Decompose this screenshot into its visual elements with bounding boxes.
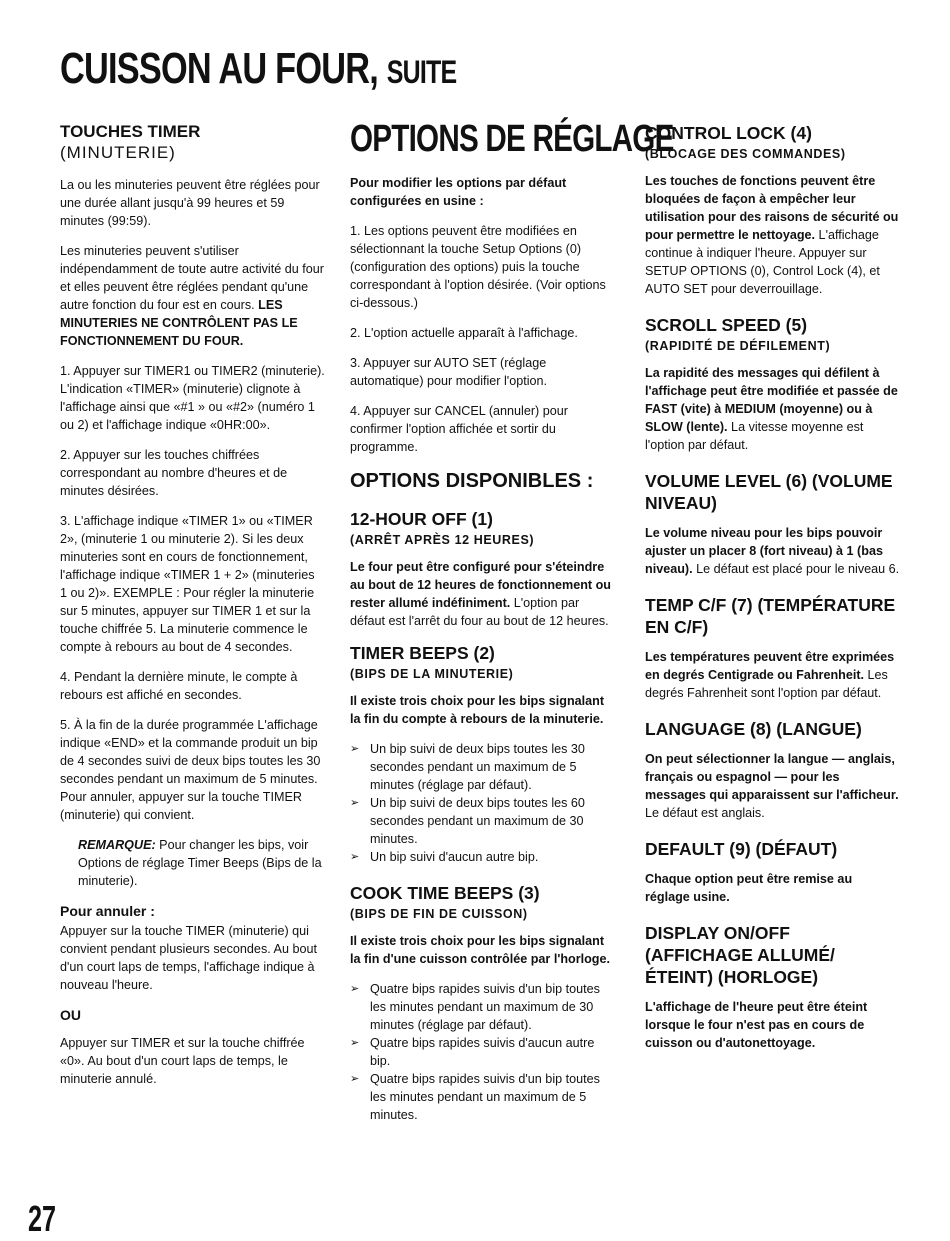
option-default-title: DEFAULT (9) (DÉFAUT) (645, 839, 838, 859)
option-timer-beeps-title: TIMER BEEPS (2) (350, 643, 495, 663)
option-display-on-off-title: DISPLAY ON/OFF (AFFICHAGE ALLUMÉ/ÉTEINT) (HORLOGE) (645, 923, 835, 987)
option-temp-cf: TEMP C/F (7) (TEMPÉRATURE EN C/F) Les températures peuvent être exprimées en degrés Centigrade ou Fahrenheit. Les degrés Fahrenheit sont l'option par défaut. (645, 594, 900, 702)
options-step: 4. Appuyer sur CANCEL (annuler) pour confirmer l'option affichée et sortir du programme. (350, 404, 568, 454)
list-item: ➢ Quatre bips rapides suivis d'un bip toutes les minutes pendant un maximum de 5 minutes. (370, 1070, 617, 1124)
page-title-suffix: SUITE (386, 54, 457, 90)
options-step: 1. Les options peuvent être modifiées en sélectionnant la touche Setup Options (0) (configuration des options) puis la touche correspondant à l'option désirée. (Voir options ci-dessous.) (350, 224, 606, 310)
option-scroll-speed-title: SCROLL SPEED (5) (645, 315, 808, 335)
column-options (350, 118, 674, 1134)
option-volume-level: VOLUME LEVEL (6) (VOLUME NIVEAU) Le volume niveau pour les bips pouvoir ajuster un placer 8 (fort niveau) à 1 (bas niveau). Le défaut est placé pour le niveau 6. (645, 471, 900, 576)
options-title: OPTIONS DE RÉGLAGE (350, 118, 674, 160)
timer-section-subtitle: (MINUTERIE) (60, 143, 176, 162)
column-options-continued (645, 122, 900, 1068)
option-control-lock-subtitle: (BLOCAGE DES COMMANDES) (645, 147, 846, 161)
option-language: LANGUAGE (8) (LANGUE) On peut sélectionner la langue — anglais, français ou espagnol — pour les messages qui apparaissent sur l'afficheur. Le défaut est anglais. (645, 719, 899, 820)
options-step: 2. L'option actuelle apparaît à l'affichage. (350, 326, 578, 340)
timer-beeps-list (350, 740, 617, 866)
timer-steps (60, 362, 325, 824)
timer-paragraph: Les minuteries peuvent s'utiliser indépendamment de toute autre activité du four et elles peuvent être réglées pendant qu'une autre fonction du four est en cours. LES MINUTERIES NE CONTRÔLENT PAS LE FONCTIONNEMENT DU FOUR. (60, 244, 324, 348)
list-item: ➢ Quatre bips rapides suivis d'un bip toutes les minutes pendant un maximum de 30 minutes (réglage par défaut). (370, 980, 617, 1034)
list-item: ➢ Un bip suivi de deux bips toutes les 30 secondes pendant un maximum de 5 minutes (réglage par défaut). (370, 740, 617, 794)
option-12-hour-off-text: Le four peut être configuré pour s'éteindre au bout de 12 heures de fonctionnement ou rester allumé indéfiniment. L'option par défaut est l'arrêt du four au bout de 12 heures. (350, 560, 611, 628)
timer-section-title: TOUCHES TIMER (60, 122, 201, 141)
timer-note: REMARQUE: Pour changer les bips, voir Options de réglage Timer Beeps (Bips de la minuterie). (78, 838, 322, 888)
option-language-title: LANGUAGE (8) (LANGUE) (645, 719, 862, 739)
option-cook-time-beeps-text: Il existe trois choix pour les bips signalant la fin d'une cuisson contrôlée par l'horloge. (350, 934, 610, 966)
option-volume-level-title: VOLUME LEVEL (6) (VOLUME NIVEAU) (645, 471, 893, 513)
list-item: ➢ Quatre bips rapides suivis d'aucun autre bip. (370, 1034, 617, 1070)
note-label: REMARQUE: (78, 838, 156, 852)
option-12-hour-off-title: 12-HOUR OFF (1) (350, 509, 493, 529)
list-item: ➢ Un bip suivi d'aucun autre bip. (370, 848, 617, 866)
timer-step: 4. Pendant la dernière minute, le compte à rebours est affiché en secondes. (60, 670, 298, 702)
available-options-heading: OPTIONS DISPONIBLES : (350, 470, 594, 492)
cancel-title: Pour annuler : (60, 903, 155, 919)
option-display-on-off: DISPLAY ON/OFF (AFFICHAGE ALLUMÉ/ÉTEINT) (HORLOGE) L'affichage de l'heure peut être éteint lorsque le four n'est pas en cours de cuisson ou d'autonettoyage. (645, 922, 900, 1052)
column-timer (60, 122, 325, 1100)
option-temp-cf-title: TEMP C/F (7) (TEMPÉRATURE EN C/F) (645, 595, 896, 637)
page-number: 27 (28, 1198, 57, 1239)
timer-step: 5. À la fin de la durée programmée L'affichage indique «END» et la commande produit un bip de 4 secondes suivi de deux bips toutes les 30 secondes pendant un maximum de 5 minutes. Pour annuler, appuyer sur la touche TIMER (minuterie) qui convient. (60, 718, 321, 822)
option-cook-time-beeps-title: COOK TIME BEEPS (3) (350, 883, 540, 903)
options-step: 3. Appuyer sur AUTO SET (réglage automatique) pour modifier l'option. (350, 356, 548, 388)
timer-step: 1. Appuyer sur TIMER1 ou TIMER2 (minuterie). L'indication «TIMER» (minuterie) clignote à l'affichage ainsi que «#1 » ou «#2» (numéro 1 ou 2) et l'affichage indique «0HR:00». (60, 364, 325, 432)
timer-intro: La ou les minuteries peuvent être réglées pour une durée allant jusqu'à 99 heures et 59 minutes (99:59). (60, 178, 320, 228)
option-control-lock-title: CONTROL LOCK (4) (645, 123, 812, 143)
options-intro: Pour modifier les options par défaut configurées en usine : (350, 176, 567, 208)
option-control-lock: CONTROL LOCK (4) (BLOCAGE DES COMMANDES) Les touches de fonctions peuvent être bloquées de façon à empêcher leur utilisation pour des raisons de sécurité ou pour permettre le nettoyage. L'affichage continue à indiquer l'heure. Appuyer sur SETUP OPTIONS (0), Control Lock (4), et AUTO SET pour deverrouillage. (645, 123, 899, 296)
timer-step: 3. L'affichage indique «TIMER 1» ou «TIMER 2», (minuterie 1 ou minuterie 2). Si les deux minuteries sont en cours de fonctionnement, l'affichage indique «TIMER 1 + 2» (minuteries 1 ou 2)». EXEMPLE : Pour régler la minuterie sur 5 minutes, appuyer sur TIMER 1 et sur la touche chiffrée 5. La minuterie commence le compte à rebours au bout de 4 secondes. (60, 514, 315, 654)
option-timer-beeps-subtitle: (BIPS DE LA MINUTERIE) (350, 667, 514, 681)
cancel-paragraph: Appuyer sur la touche TIMER (minuterie) qui convient pendant plusieurs secondes. Au bout d'un court laps de temps, l'affichage indique à nouveau l'heure. (60, 924, 317, 992)
cook-time-beeps-list (350, 980, 617, 1124)
or-label: OU (60, 1007, 81, 1023)
cancel-paragraph-alt: Appuyer sur TIMER et sur la touche chiffrée «0». Au bout d'un court laps de temps, le minuterie annulé. (60, 1036, 305, 1086)
timer-step: 2. Appuyer sur les touches chiffrées correspondant au nombre d'heures et de minutes désirées. (60, 448, 288, 498)
option-12-hour-off-subtitle: (ARRÊT APRÈS 12 HEURES) (350, 533, 535, 547)
option-timer-beeps-text: Il existe trois choix pour les bips signalant la fin du compte à rebours de la minuterie. (350, 694, 605, 726)
list-item: ➢ Un bip suivi de deux bips toutes les 60 secondes pendant un maximum de 30 minutes. (370, 794, 617, 848)
option-cook-time-beeps-subtitle: (BIPS DE FIN DE CUISSON) (350, 907, 528, 921)
option-scroll-speed-subtitle: (RAPIDITÉ DE DÉFILEMENT) (645, 339, 831, 353)
page-title: CUISSON AU FOUR, SUITE (60, 44, 457, 93)
option-scroll-speed: SCROLL SPEED (5) (RAPIDITÉ DE DÉFILEMENT) La rapidité des messages qui défilent à l'affichage peut être modifiée et passée de FAST (vite) à MEDIUM (moyenne) ou à SLOW (lente). La vitesse moyenne est l'option par défaut. (645, 314, 900, 454)
timer-warning: LES MINUTERIES NE CONTRÔLENT PAS LE FONCTIONNEMENT DU FOUR. (60, 298, 298, 348)
option-default: DEFAULT (9) (DÉFAUT) Chaque option peut être remise au réglage usine. (645, 838, 900, 906)
